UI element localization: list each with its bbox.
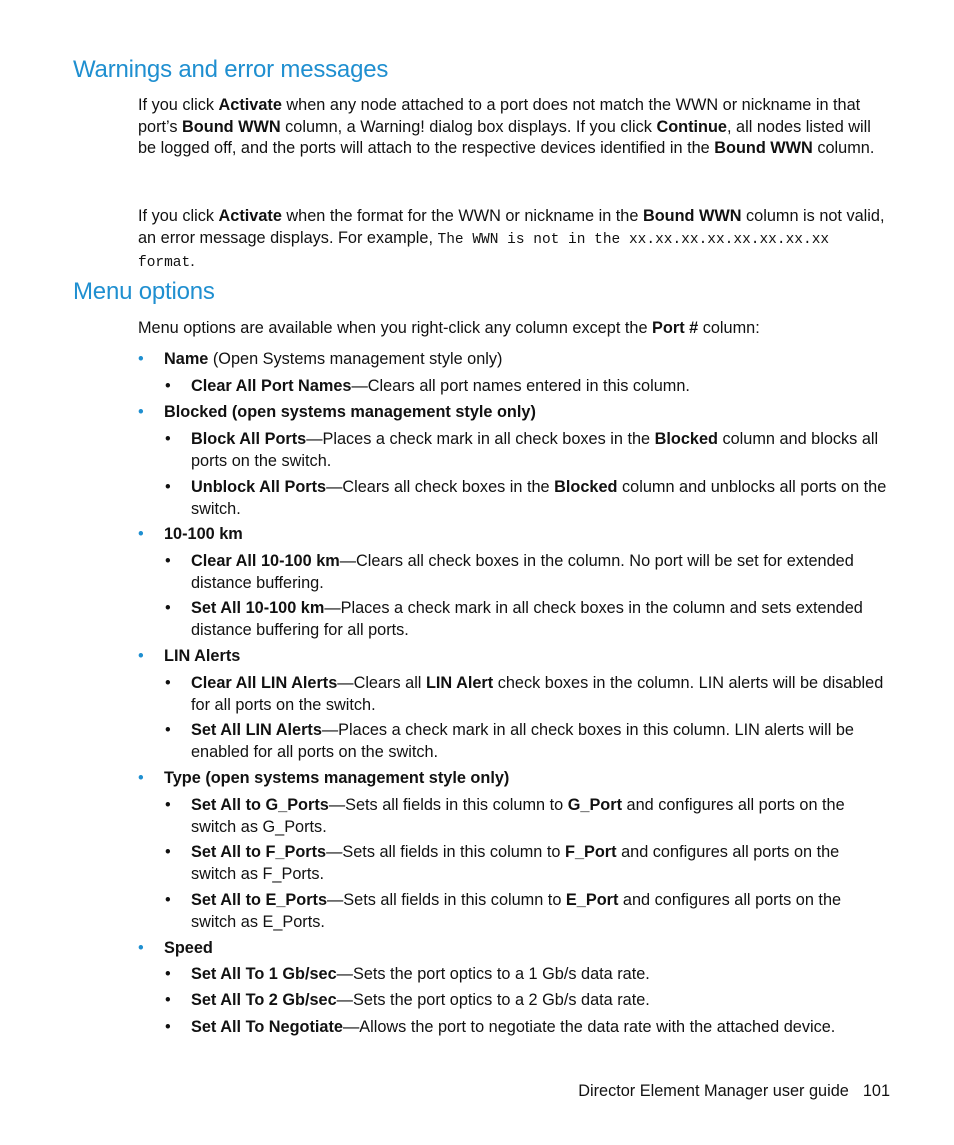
bullet-icon: • [138,350,144,368]
bullet-icon: • [165,796,171,814]
bullet-icon: • [138,525,144,543]
bullet-icon: • [138,647,144,665]
bullet-icon: • [138,939,144,957]
bullet-icon: • [138,403,144,421]
guide-title: Director Element Manager user guide [578,1082,849,1100]
bullet-icon: • [165,891,171,909]
bullet-icon: • [165,430,171,448]
bullet-icon: • [165,991,171,1009]
bullet-icon: • [165,478,171,496]
page-footer [578,1082,890,1101]
bullet-icon: • [165,721,171,739]
bullet-icon: • [165,377,171,395]
menu-intro-paragraph: Menu options are available when you right-click any column except the Port # column: [138,319,760,337]
section-heading-menu-options: Menu options [73,278,215,305]
section-heading-warnings: Warnings and error messages [73,56,389,83]
warning-paragraph: If you click Activate when any node attached to a port does not match the WWN or nickname in that port’s Bound WWN column, a Warning! dialog box displays. If you click Continue, all nodes listed will be logged off, and the ports will attach to the respective devices identified in the Bound WWN column. [138,96,875,158]
bullet-icon: • [138,769,144,787]
bullet-icon: • [165,843,171,861]
bullet-icon: • [165,552,171,570]
bullet-icon: • [165,965,171,983]
bullet-icon: • [165,1018,171,1036]
bullet-icon: • [165,599,171,617]
bullet-icon: • [165,674,171,692]
page-number: 101 [862,1082,890,1100]
error-paragraph: If you click Activate when the format for the WWN or nickname in the Bound WWN column is not valid, an error message displays. For example, The WWN is not in the xx.xx.xx.xx.xx.xx.xx.xx format. [138,207,885,272]
error-message-code: The WWN is not in the xx.xx.xx.xx.xx.xx.xx.xx format [138,231,830,272]
